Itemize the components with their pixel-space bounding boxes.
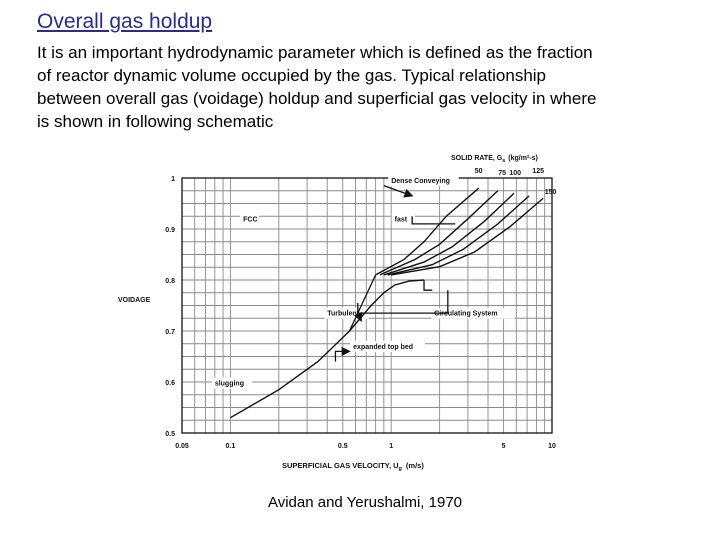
x-tick-label: 10 <box>548 443 556 450</box>
paragraph-line: is shown in following schematic <box>37 112 274 131</box>
figure-caption: Avidan and Yerushalmi, 1970 <box>267 494 463 511</box>
solid-rate-curve-150 <box>391 198 543 275</box>
y-tick-label: 1 <box>171 176 175 183</box>
circulating-pointer-line <box>424 280 432 290</box>
y-tick-label: 0.7 <box>165 329 175 336</box>
paragraph-line: of reactor dynamic volume occupied by the gas. Typical relationship <box>37 66 547 85</box>
y-tick-label: 0.9 <box>165 227 175 234</box>
solid-rate-label: 75 <box>498 170 507 177</box>
x-tick-label: 0.5 <box>337 443 348 450</box>
x-axis-label: SUPERFICIAL GAS VELOCITY, $U_g$ (m/s) <box>282 461 424 472</box>
y-tick-label: 0.8 <box>165 278 175 285</box>
x-tick-label: 1 <box>389 443 394 450</box>
fast-bracket <box>412 216 455 224</box>
paragraph-line: It is an important hydrodynamic parameter which is defined as the fraction <box>37 43 593 62</box>
fan-connector <box>349 275 375 331</box>
regime-label: fast <box>394 216 408 224</box>
solid-rate-label: 125 <box>532 168 544 175</box>
solid-rate-label: 50 <box>474 168 483 175</box>
x-axis-label-subscript: g <box>398 466 402 472</box>
regime-label: Turbulent <box>327 310 359 318</box>
regime-label: slugging <box>214 380 244 388</box>
legend-title-subscript: s <box>502 158 506 164</box>
regime-label: FCC <box>243 216 258 224</box>
solid-rate-curve-125 <box>388 196 529 275</box>
paragraph-line: between overall gas (voidage) holdup and superficial gas velocity in where <box>37 89 597 108</box>
regime-label: Circulating System <box>434 310 498 318</box>
solid-rate-label: 150 <box>544 188 557 196</box>
y-tick-label: 0.5 <box>165 431 175 438</box>
y-axis-label: VOIDAGE <box>118 297 151 304</box>
x-tick-label: 0.05 <box>175 443 189 450</box>
legend-title: SOLID RATE, $G_s$ (kg/m²-s) <box>451 155 538 164</box>
legend-title-unit: (kg/m²-s) <box>508 155 538 162</box>
regime-label: expanded top bed <box>353 343 414 351</box>
slide-title: Overall gas holdup <box>37 10 213 33</box>
y-tick-label: 0.6 <box>165 380 175 387</box>
x-axis-label-unit: (m/s) <box>405 461 424 470</box>
regime-label: Dense Conveying <box>391 178 450 186</box>
x-tick-label: 5 <box>501 443 506 450</box>
x-tick-label: 0.1 <box>225 443 236 450</box>
solid-rate-label: 100 <box>509 170 521 177</box>
